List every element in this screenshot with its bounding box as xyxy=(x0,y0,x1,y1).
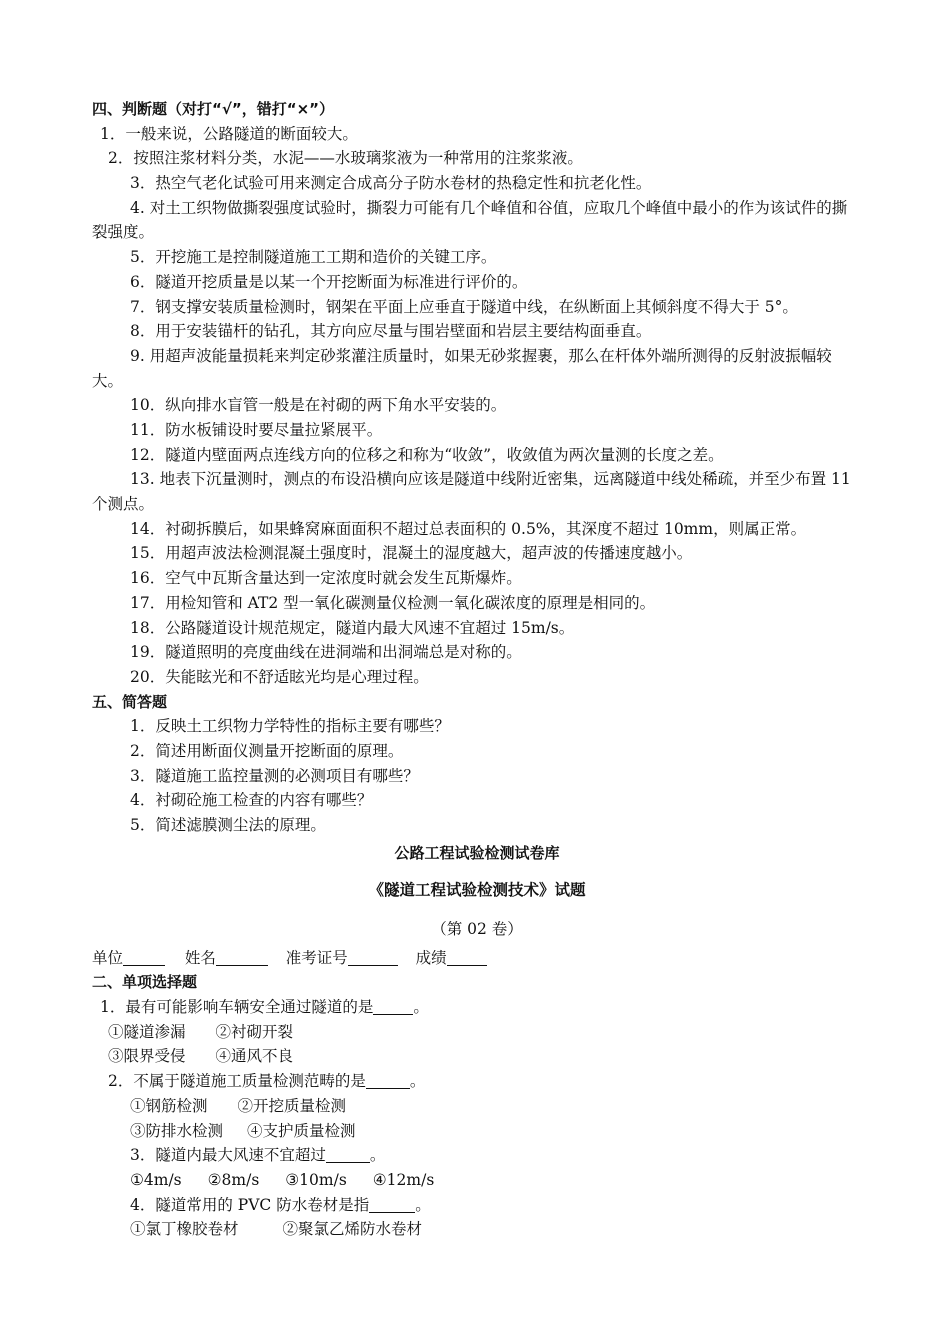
section-5-heading: 五、简答题 xyxy=(92,692,168,711)
question-item: 20．失能眩光和不舒适眩光均是心理过程。 xyxy=(130,667,429,686)
exam-number-blank xyxy=(348,948,398,966)
short-answer-item: 3．隧道施工监控量测的必测项目有哪些？ xyxy=(130,766,419,785)
option-b: ②衬砌开裂 xyxy=(215,1022,294,1041)
section-4-heading: 四、判断题（对打“√”，错打“×”） xyxy=(92,100,335,118)
option-a: ①氯丁橡胶卷材 xyxy=(130,1220,239,1239)
choice-options-row xyxy=(92,1168,862,1193)
question-item: 10．纵向排水盲管一般是在衬砌的两下角水平安装的。 xyxy=(130,396,507,415)
option-c: ③防排水检测 xyxy=(130,1121,224,1140)
question-stem: 3．隧道内最大风速不宜超过 xyxy=(130,1146,326,1165)
question-item: 11．防水板铺设时要尽量拉紧展平。 xyxy=(130,421,383,439)
score-blank xyxy=(447,948,487,966)
question-item: 12．隧道内壁面两点连线方向的位移之和称为“收敛”，收敛值为两次量测的长度之差。 xyxy=(130,445,724,464)
exam-bank-title: 公路工程试验检测试卷库 xyxy=(394,843,560,862)
question-item: 5．开挖施工是控制隧道施工工期和造价的关键工序。 xyxy=(130,248,497,267)
question-item: 15．用超声波法检测混凝土强度时，混凝土的湿度越大，超声波的传播速度越小。 xyxy=(130,544,693,563)
question-item: 6．隧道开挖质量是以某一个开挖断面为标准进行评价的。 xyxy=(130,272,528,291)
short-answer-item: 4．衬砌砼施工检查的内容有哪些？ xyxy=(130,791,373,810)
answer-blank xyxy=(366,1071,410,1089)
candidate-info-row xyxy=(92,946,862,971)
option-d: ④12m/s xyxy=(372,1170,435,1189)
question-item: 19．隧道照明的亮度曲线在进洞端和出洞端总是对称的。 xyxy=(130,643,522,662)
question-item: 7．钢支撑安装质量检测时，钢架在平面上应垂直于隧道中线，在纵断面上其倾斜度不得大于 5°。 xyxy=(130,297,798,316)
exam-volume: （第 02 卷） xyxy=(431,919,523,938)
short-answer-item: 1．反映土工织物力学特性的指标主要有哪些？ xyxy=(130,717,450,736)
choice-options-row xyxy=(92,1119,862,1144)
document-content xyxy=(92,97,862,1242)
unit-label: 单位 xyxy=(92,948,124,967)
choice-question-4 xyxy=(92,1193,862,1218)
option-a: ①钢筋检测 xyxy=(130,1096,208,1115)
option-c: ③10m/s xyxy=(285,1170,347,1189)
question-end: 。 xyxy=(409,1072,426,1091)
score-label: 成绩 xyxy=(415,948,447,967)
option-b: ②8m/s xyxy=(207,1170,260,1189)
question-stem: 1．最有可能影响车辆安全通过隧道的是 xyxy=(100,998,374,1017)
answer-blank xyxy=(373,997,413,1015)
question-stem: 4．隧道常用的 PVC 防水卷材是指 xyxy=(130,1195,370,1214)
choice-options-row xyxy=(92,1217,862,1242)
unit-blank xyxy=(123,948,165,966)
option-a: ①4m/s xyxy=(130,1170,182,1189)
answer-blank xyxy=(369,1195,415,1213)
question-item: 9. 用超声波能量损耗来判定砂浆灌注质量时，如果无砂浆握裹，那么在杆体外端所测得的反射波振幅较大。 xyxy=(92,346,832,390)
choice-question-1 xyxy=(92,995,862,1020)
question-item: 13. 地表下沉量测时，测点的布设沿横向应该是隧道中线附近密集，远离隧道中线处稀疏，并至少布置 11 个测点。 xyxy=(92,470,851,514)
question-item: 8．用于安装锚杆的钻孔，其方向应尽量与围岩壁面和岩层主要结构面垂直。 xyxy=(130,322,652,341)
option-a: ①隧道渗漏 xyxy=(108,1022,186,1041)
answer-blank xyxy=(326,1145,370,1163)
question-item: 18．公路隧道设计规范规定，隧道内最大风速不宜超过 15m/s。 xyxy=(130,618,575,637)
question-item: 14．衬砌拆膜后，如果蜂窝麻面面积不超过总表面积的 0.5%，其深度不超过 10mm，则属正常。 xyxy=(130,519,807,538)
question-item: 1．一般来说，公路隧道的断面较大。 xyxy=(100,124,358,143)
option-c: ③限界受侵 xyxy=(108,1047,186,1066)
name-blank xyxy=(216,948,268,966)
exam-number-label: 准考证号 xyxy=(285,948,348,967)
question-end: 。 xyxy=(413,998,429,1017)
choice-question-2 xyxy=(92,1069,862,1094)
choice-options-row xyxy=(92,1020,862,1045)
option-d: ④通风不良 xyxy=(215,1047,294,1066)
choice-question-3 xyxy=(92,1143,862,1168)
choice-options-row xyxy=(92,1094,862,1119)
question-item: 17．用检知管和 AT2 型一氧化碳测量仪检测一氧化碳浓度的原理是相同的。 xyxy=(130,593,656,612)
question-item: 4. 对土工织物做撕裂强度试验时，撕裂力可能有几个峰值和谷值，应取几个峰值中最小的作为该试件的撕裂强度。 xyxy=(92,198,848,242)
question-end: 。 xyxy=(415,1195,431,1214)
question-stem: 2．不属于隧道施工质量检测范畴的是 xyxy=(108,1072,366,1091)
option-d: ④支护质量检测 xyxy=(247,1121,356,1140)
question-item: 2．按照注浆材料分类，水泥——水玻璃浆液为一种常用的注浆浆液。 xyxy=(108,149,583,168)
question-item: 16．空气中瓦斯含量达到一定浓度时就会发生瓦斯爆炸。 xyxy=(130,569,522,588)
option-b: ②开挖质量检测 xyxy=(237,1096,347,1115)
question-end: 。 xyxy=(369,1146,386,1165)
question-item: 3．热空气老化试验可用来测定合成高分子防水卷材的热稳定性和抗老化性。 xyxy=(130,174,652,193)
option-b: ②聚氯乙烯防水卷材 xyxy=(282,1220,423,1239)
short-answer-item: 5．简述滤膜测尘法的原理。 xyxy=(130,816,326,835)
section-2-heading: 二、单项选择题 xyxy=(92,973,198,992)
choice-options-row xyxy=(92,1044,862,1069)
short-answer-item: 2．简述用断面仪测量开挖断面的原理。 xyxy=(130,741,404,760)
name-label: 姓名 xyxy=(184,948,216,967)
exam-subject-title: 《隧道工程试验检测技术》试题 xyxy=(368,880,586,899)
